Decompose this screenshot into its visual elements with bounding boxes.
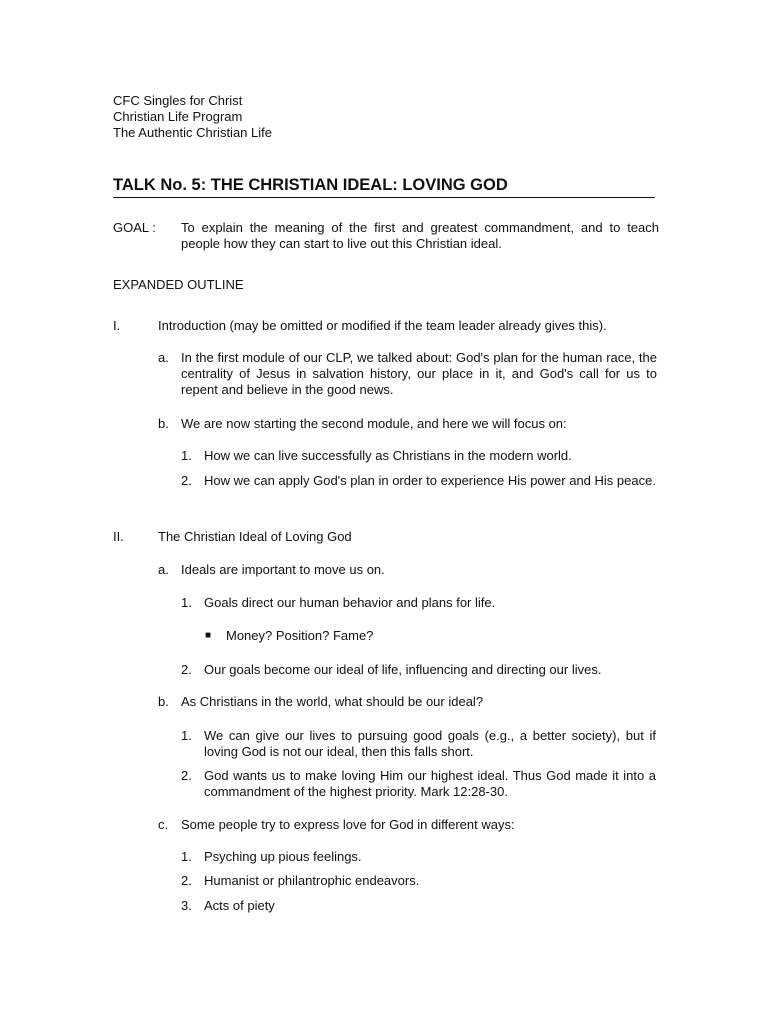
subitem-text: We can give our lives to pursuing good goals (e.g., a better society), but if loving God is not our ideal, then this falls short. xyxy=(204,728,656,759)
subitem-marker: 2. xyxy=(181,662,192,677)
subitem-marker: 1. xyxy=(181,728,192,743)
subitem-marker: 2. xyxy=(181,873,192,888)
subitem-text: God wants us to make loving Him our highest ideal. Thus God made it into a commandment of the highest priority. Mark 12:28-30. xyxy=(204,768,656,799)
item-marker: a. xyxy=(158,562,169,577)
item-marker: b. xyxy=(158,416,169,431)
subitem-text: Our goals become our ideal of life, influencing and directing our lives. xyxy=(204,662,602,677)
subitem-text: How we can apply God's plan in order to experience His power and His peace. xyxy=(204,473,656,488)
subitem-marker: 1. xyxy=(181,595,192,610)
item-text: As Christians in the world, what should be our ideal? xyxy=(181,694,484,709)
talk-title: TALK No. 5: THE CHRISTIAN IDEAL: LOVING GOD xyxy=(113,175,655,198)
item-marker: b. xyxy=(158,694,169,709)
subitem-text: Acts of piety xyxy=(204,898,275,913)
item-text: We are now starting the second module, and here we will focus on: xyxy=(181,416,567,431)
item-marker: c. xyxy=(158,817,169,832)
subitem-text: Goals direct our human behavior and plans for life. xyxy=(204,595,496,610)
subitem-marker: 2. xyxy=(181,473,192,488)
item-text: Ideals are important to move us on. xyxy=(181,562,385,577)
subitem-marker: 1. xyxy=(181,849,192,864)
goal-text: To explain the meaning of the first and greatest commandment, and to teach people how they can start to live out this Christian ideal. xyxy=(181,220,659,251)
header-series: The Authentic Christian Life xyxy=(113,125,272,140)
subitem-marker: 1. xyxy=(181,448,192,463)
section-marker: I. xyxy=(113,318,121,333)
item-marker: a. xyxy=(158,350,169,365)
square-bullet-icon: ■ xyxy=(205,630,212,641)
goal-label: GOAL : xyxy=(113,220,156,235)
subitem-text: Humanist or philantrophic endeavors. xyxy=(204,873,420,888)
header-program: Christian Life Program xyxy=(113,109,243,124)
header-org: CFC Singles for Christ xyxy=(113,93,243,108)
item-text: Some people try to express love for God in different ways: xyxy=(181,817,515,832)
section-marker: II. xyxy=(113,529,124,544)
outline-heading: EXPANDED OUTLINE xyxy=(113,277,244,292)
bullet-text: Money? Position? Fame? xyxy=(226,628,374,643)
section-title: The Christian Ideal of Loving God xyxy=(158,529,352,544)
subitem-text: Psyching up pious feelings. xyxy=(204,849,362,864)
subitem-text: How we can live successfully as Christians in the modern world. xyxy=(204,448,572,463)
subitem-marker: 2. xyxy=(181,768,192,783)
section-title: Introduction (may be omitted or modified if the team leader already gives this). xyxy=(158,318,607,333)
subitem-marker: 3. xyxy=(181,898,192,913)
item-text: In the first module of our CLP, we talked about: God's plan for the human race, the centrality of Jesus in salvation history, our place in it, and God's call for us to repent and believe in the good news. xyxy=(181,350,657,397)
